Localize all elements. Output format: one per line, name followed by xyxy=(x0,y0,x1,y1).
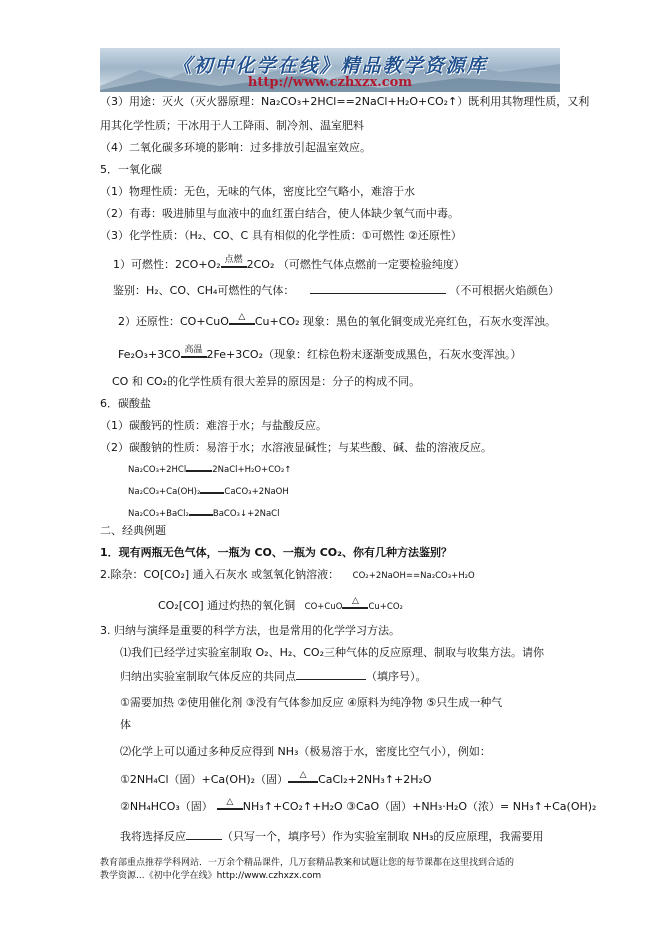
equation-line xyxy=(118,345,522,362)
reaction-condition: △ xyxy=(299,770,307,780)
footer-line: 教学资源...《初中化学在线》http://www.czhxzx.com xyxy=(100,871,322,881)
equation-right: Cu+CO₂ 现象：黑色的氧化铜变成光亮红色，石灰水变浑浊。 xyxy=(254,315,556,328)
equation-line xyxy=(113,255,465,272)
equals-sign xyxy=(189,512,213,516)
question-text: 归纳出实验室制取气体反应的共同点 xyxy=(120,670,296,683)
question-line xyxy=(120,669,427,684)
reaction-arrow xyxy=(181,345,207,358)
equation-left: CO+CuO xyxy=(304,602,343,612)
equation-left: Na₂CO₃+BaCl₂ xyxy=(128,509,189,519)
equation-line xyxy=(128,507,279,521)
text-line: CO 和 CO₂的化学性质有很大差异的原因是：分子的构成不同。 xyxy=(112,375,421,388)
equation-right: CaCO₃+2NaOH xyxy=(224,487,289,497)
equals-sign xyxy=(186,468,212,472)
question-line: ⑴我们已经学过实验室制取 O₂、H₂、CO₂三种气体的反应原理、制取与收集方法。请你 xyxy=(120,646,544,659)
question-text: （填序号）。 xyxy=(366,670,427,683)
answer-blank xyxy=(296,669,366,680)
reaction-condition: △ xyxy=(351,596,359,606)
question-text: CO₂[CO] 通过灼热的氧化铜 xyxy=(158,599,296,612)
reaction-arrow xyxy=(288,770,318,783)
reaction-arrow xyxy=(221,255,247,268)
equation-right: 2Fe+3CO₂（现象：红棕色粉末逐渐变成黑色，石灰水变浑浊。） xyxy=(206,348,522,361)
equation-line xyxy=(120,797,597,814)
text-line: （1）物理性质：无色，无味的气体，密度比空气略小，难溶于水 xyxy=(100,185,415,198)
text-line: （4）二氧化碳多环境的影响：过多排放引起温室效应。 xyxy=(100,141,371,154)
reaction-arrow xyxy=(342,596,368,609)
reaction-condition: △ xyxy=(238,312,246,322)
equation-right: Cu+CO₂ xyxy=(368,602,403,612)
answer-blank xyxy=(310,283,446,294)
section-heading: 5．一氧化碳 xyxy=(100,163,162,176)
reaction-condition: 高温 xyxy=(184,345,203,355)
equation-left: 2）还原性：CO+CuO xyxy=(118,315,229,328)
equation-line xyxy=(128,485,289,499)
question-text: 1．现有两瓶无色气体，一瓶为 CO、一瓶为 CO₂、你有几种方法鉴别？ xyxy=(100,546,452,559)
reaction-condition: △ xyxy=(226,797,234,807)
reaction-arrow xyxy=(229,312,255,325)
text-line: （2）碳酸钠的性质：易溶于水；水溶液显碱性；与某些酸、碱、盐的溶液反应。 xyxy=(100,441,492,454)
question-line: ⑵化学上可以通过多种反应得到 NH₃（极易溶于水，密度比空气小），例如： xyxy=(120,745,491,758)
section-heading: 二、经典例题 xyxy=(100,524,166,537)
equation-line xyxy=(120,770,432,787)
question-line: 3. 归纳与演绎是重要的科学方法，也是常用的化学学习方法。 xyxy=(100,624,400,637)
options-line: 体 xyxy=(120,718,131,731)
header-banner xyxy=(100,48,560,92)
question-text: 2.除杂：CO[CO₂] 通入石灰水 或氢氧化钠溶液： xyxy=(100,568,340,581)
equation-left: Fe₂O₃+3CO xyxy=(118,348,181,361)
answer-blank xyxy=(186,829,222,840)
question-line xyxy=(100,568,475,583)
footer-line: 教育部重点推荐学科网站．一万余个精品课件，几万套精品教案和试题让您的每节课都在这里找到合适的 xyxy=(100,858,515,868)
equation-left: 1）可燃性：2CO+O₂ xyxy=(113,258,221,271)
text-line: （3）用途：灭火（灭火器原理：Na₂CO₃+2HCl==2NaCl+H₂O+CO₂↑）既利用其物理性质，又利 xyxy=(100,95,590,108)
equation-right: BaCO₃↓+2NaCl xyxy=(212,509,280,519)
banner-url[interactable]: http://www.czhxzx.com xyxy=(247,75,413,90)
question-line xyxy=(100,546,452,560)
equation-line xyxy=(118,312,556,329)
question-text: 我将选择反应 xyxy=(120,830,186,843)
equation-left: ①2NH₄Cl（固）+Ca(OH)₂（固） xyxy=(120,773,289,786)
question-line xyxy=(120,829,543,844)
equation-right: 2CO₂ （可燃性气体点燃前一定要检验纯度） xyxy=(246,258,465,271)
equation-left: Na₂CO₃+2HCl xyxy=(128,465,187,475)
reaction-condition: 点燃 xyxy=(224,255,243,265)
equation-right: 2NaCl+H₂O+CO₂↑ xyxy=(212,465,292,475)
identify-label: 鉴别：H₂、CO、CH₄可燃性的气体： xyxy=(113,284,295,297)
text-line: （3）化学性质：（H₂、CO、C 具有相似的化学性质：①可燃性 ②还原性） xyxy=(100,229,462,242)
reaction-arrow xyxy=(217,797,243,810)
equation-right: CaCl₂+2NH₃↑+2H₂O xyxy=(318,773,432,786)
text-line xyxy=(113,283,559,298)
equals-sign xyxy=(200,490,224,494)
equation-left: ②NH₄HCO₃（固） xyxy=(120,800,213,813)
question-line xyxy=(158,596,403,614)
equation-right: NH₃↑+CO₂↑+H₂O ③CaO（固）+NH₃·H₂O（浓）= NH₃↑+Ca(OH)₂ xyxy=(242,800,597,813)
equation-line xyxy=(128,463,291,477)
equation-text: CO₂+2NaOH==Na₂CO₃+H₂O xyxy=(352,571,475,581)
question-text: （只写一个，填序号）作为实验室制取 NH₃的反应原理，我需要用 xyxy=(222,830,544,843)
text-line: 用其化学性质；干冰用于人工降雨、制冷剂、温室肥料 xyxy=(100,119,364,132)
equation-left: Na₂CO₃+Ca(OH)₂ xyxy=(128,487,201,497)
section-heading: 6．碳酸盐 xyxy=(100,397,151,410)
text-line: （1）碳酸钙的性质：难溶于水；与盐酸反应。 xyxy=(100,419,327,432)
banner-title: 《初中化学在线》精品教学资源库 xyxy=(172,55,488,77)
text-line: （2）有毒：吸进肺里与血液中的血红蛋白结合，使人体缺少氧气而中毒。 xyxy=(100,207,459,220)
options-line: ①需要加热 ②使用催化剂 ③没有气体参加反应 ④原料为纯净物 ⑤只生成一种气 xyxy=(120,696,503,709)
identify-note: （不可根据火焰颜色） xyxy=(449,284,560,297)
